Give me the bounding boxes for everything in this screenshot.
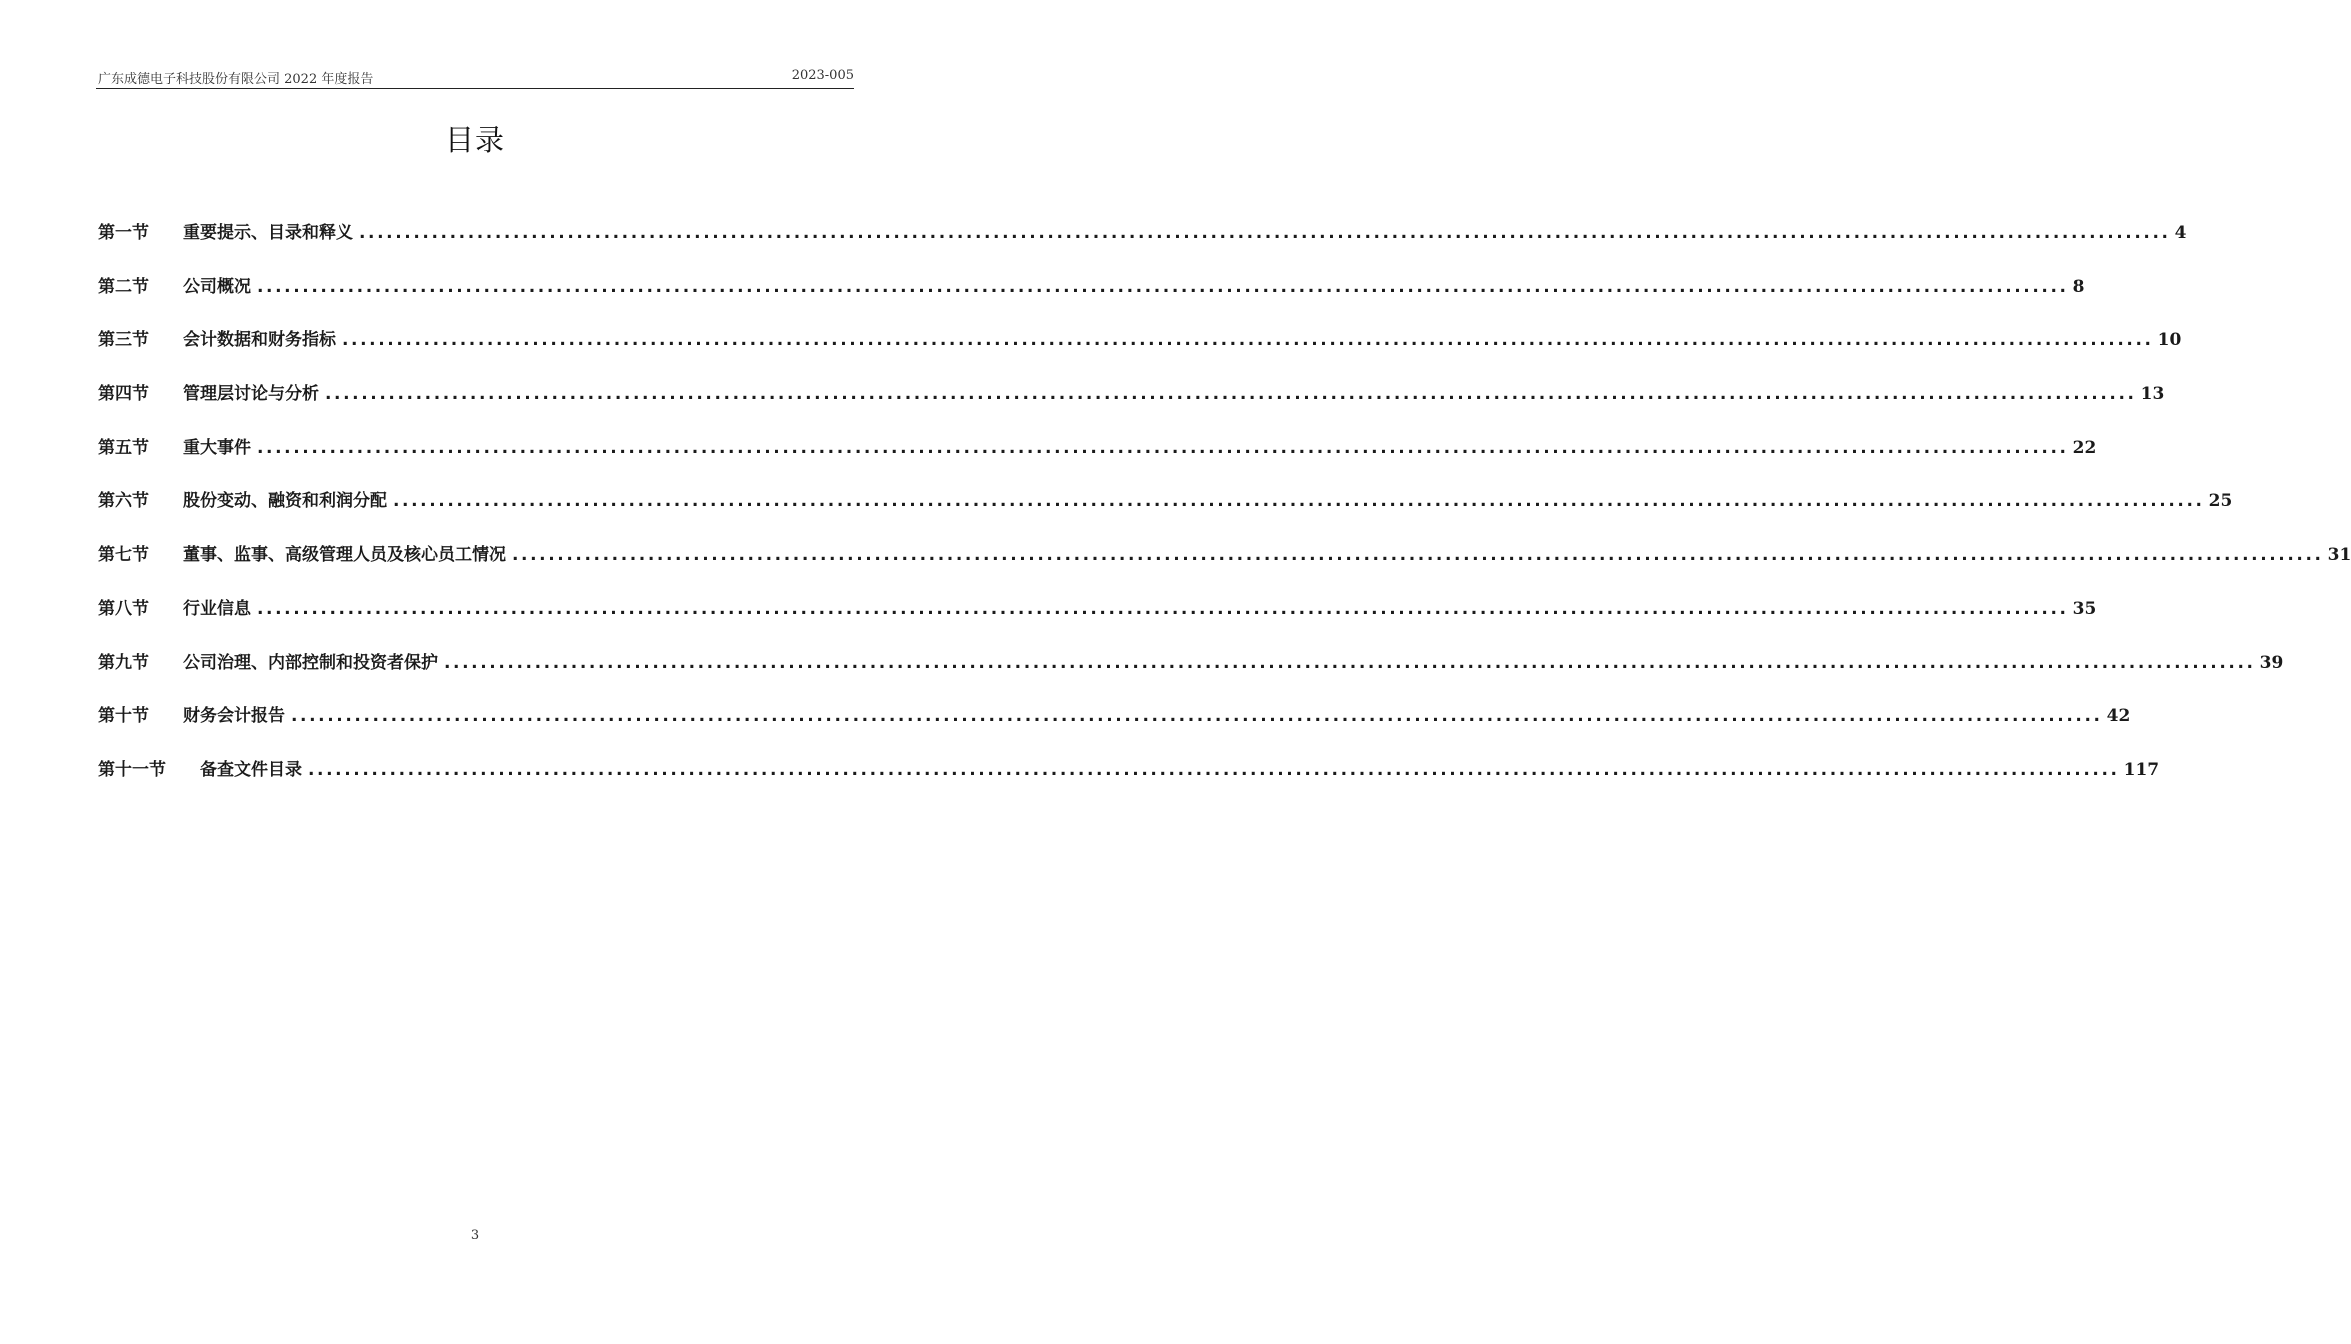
toc-dot-leader: ........................................................................................................................................................................................................: [257, 276, 2069, 297]
toc-entry-11[interactable]: [98, 755, 2160, 809]
toc-entry-5[interactable]: [98, 433, 2097, 487]
toc-section-title: 会计数据和财务指标: [183, 330, 336, 351]
toc-page-number: 25: [2208, 491, 2233, 512]
header-document-code: 2023-005: [791, 68, 854, 83]
toc-section-number: 第十一节: [98, 759, 166, 780]
toc-section-title: 公司概况: [183, 276, 251, 297]
toc-dot-leader: ........................................................................................................................................................................................................: [393, 491, 2205, 512]
toc-entry-6[interactable]: [98, 486, 2233, 540]
toc-section-title: 重大事件: [183, 437, 251, 458]
page-number: 3: [470, 1228, 480, 1243]
toc-section-title: 管理层讨论与分析: [183, 384, 319, 405]
toc-dot-leader: ........................................................................................................................................................................................................: [444, 652, 2256, 673]
toc-section-number: 第十节: [98, 706, 149, 727]
toc-section-number: 第七节: [98, 545, 149, 566]
toc-entry-8[interactable]: [98, 594, 2097, 648]
toc-dot-leader: ........................................................................................................................................................................................................: [291, 706, 2103, 727]
toc-section-number: 第一节: [98, 223, 149, 243]
toc-entry-4[interactable]: [98, 379, 2165, 433]
header-report-title: 广东成德电子科技股份有限公司 2022 年度报告: [98, 72, 374, 87]
toc-section-number: 第八节: [98, 598, 149, 619]
toc-section-number: 第四节: [98, 384, 149, 405]
toc-entry-10[interactable]: [98, 701, 2131, 755]
toc-section-title: 备查文件目录: [200, 759, 302, 780]
toc-page-number: 4: [2174, 223, 2187, 243]
toc-section-title: 行业信息: [183, 598, 251, 619]
toc-dot-leader: ........................................................................................................................................................................................................: [359, 223, 2171, 243]
toc-section-number: 第五节: [98, 437, 149, 458]
toc-entry-7[interactable]: [98, 540, 2351, 594]
toc-entry-2[interactable]: [98, 272, 2085, 326]
toc-section-number: 第三节: [98, 330, 149, 351]
toc-section-title: 公司治理、内部控制和投资者保护: [183, 652, 438, 673]
toc-section-title: 重要提示、目录和释义: [183, 223, 353, 243]
toc-page-number: 8: [2072, 276, 2085, 297]
page-header: [96, 66, 854, 89]
toc-section-number: 第九节: [98, 652, 149, 673]
toc-dot-leader: ........................................................................................................................................................................................................: [342, 330, 2154, 351]
table-of-contents: [98, 218, 2351, 809]
toc-page-number: 35: [2072, 598, 2097, 619]
toc-dot-leader: ........................................................................................................................................................................................................: [325, 384, 2137, 405]
toc-page-number: 13: [2140, 384, 2165, 405]
toc-section-number: 第二节: [98, 276, 149, 297]
toc-page-number: 117: [2123, 759, 2160, 780]
toc-heading: 目录: [444, 123, 505, 157]
toc-section-title: 财务会计报告: [183, 706, 285, 727]
toc-dot-leader: ........................................................................................................................................................................................................: [257, 437, 2069, 458]
toc-page-number: 42: [2106, 706, 2131, 727]
toc-section-number: 第六节: [98, 491, 149, 512]
toc-page-number: 31: [2327, 545, 2351, 566]
toc-page-number: 39: [2259, 652, 2284, 673]
toc-dot-leader: ........................................................................................................................................................................................................: [308, 759, 2120, 780]
toc-entry-9[interactable]: [98, 648, 2284, 702]
toc-section-title: 股份变动、融资和利润分配: [183, 491, 387, 512]
toc-dot-leader: ........................................................................................................................................................................................................: [257, 598, 2069, 619]
toc-section-title: 董事、监事、高级管理人员及核心员工情况: [183, 545, 506, 566]
toc-entry-3[interactable]: [98, 325, 2182, 379]
toc-dot-leader: ........................................................................................................................................................................................................: [512, 545, 2324, 566]
toc-page-number: 22: [2072, 437, 2097, 458]
toc-entry-1[interactable]: [98, 218, 2187, 272]
toc-page-number: 10: [2157, 330, 2182, 351]
